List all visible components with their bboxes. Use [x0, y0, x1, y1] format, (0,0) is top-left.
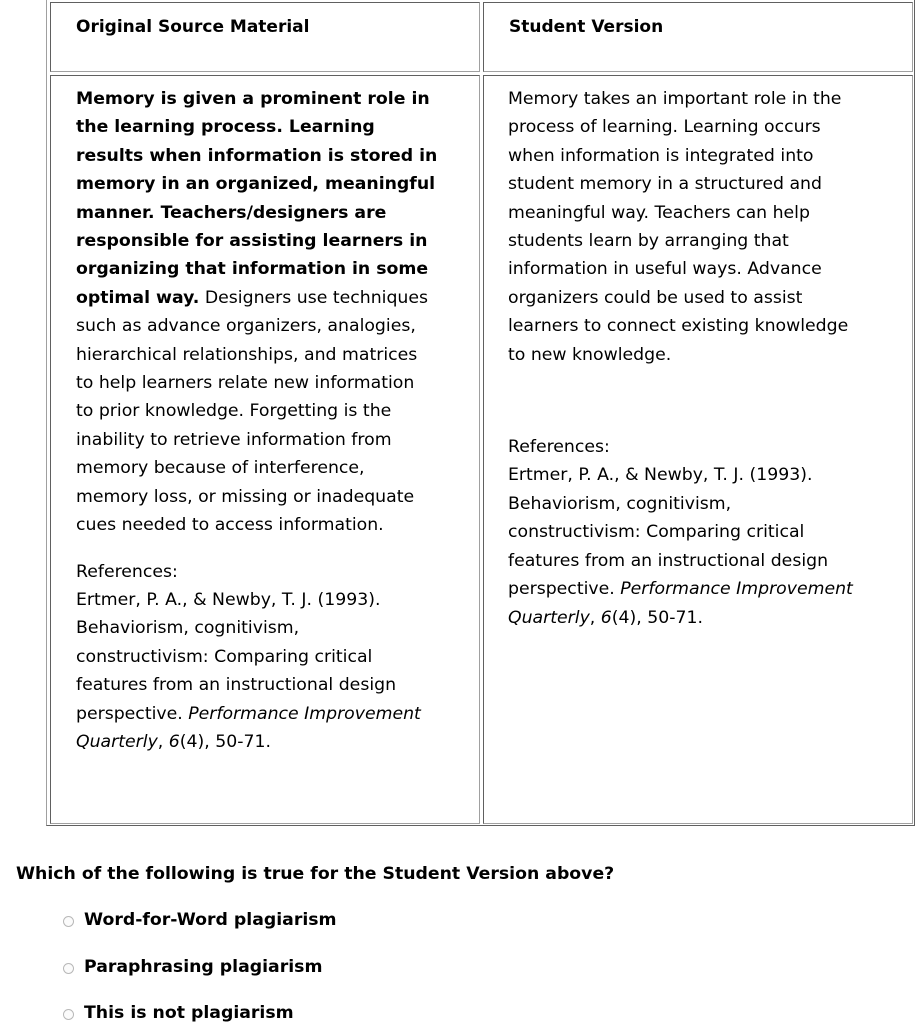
- original-source-cell: [50, 75, 480, 824]
- header-student-label: Student Version: [509, 17, 664, 37]
- original-line-2: the learning process. Learning: [76, 117, 375, 138]
- references-label: References:: [508, 437, 610, 458]
- radio-button[interactable]: [63, 916, 74, 927]
- original-line-14: memory because of interference,: [76, 458, 365, 479]
- original-line-6: responsible for assisting learners in: [76, 231, 428, 252]
- student-line-1: Memory takes an important role in the: [508, 89, 842, 109]
- original-line-13: inability to retrieve information from: [76, 429, 392, 450]
- reference-line-4: features from an instructional design: [76, 675, 397, 696]
- student-line-7: information in useful ways. Advance: [508, 259, 822, 280]
- original-line-11: to help learners relate new information: [76, 373, 415, 394]
- option-label: Paraphrasing plagiarism: [84, 957, 323, 977]
- option-label: This is not plagiarism: [84, 1003, 294, 1023]
- reference-line-1: Ertmer, P. A., & Newby, T. J. (1993).: [76, 589, 381, 610]
- reference-line-4: features from an instructional design: [508, 550, 829, 571]
- option-paraphrasing[interactable]: [63, 955, 322, 979]
- original-references: [76, 558, 466, 757]
- original-line-16: cues needed to access information.: [76, 515, 384, 536]
- original-line-15: memory loss, or missing or inadequate: [76, 486, 415, 507]
- reference-line-3: constructivism: Comparing critical: [76, 646, 373, 667]
- original-line-8: optimal way. Designers use techniques: [76, 287, 429, 308]
- header-original-label: Original Source Material: [76, 17, 310, 37]
- option-not-plagiarism[interactable]: [63, 1001, 294, 1024]
- comparison-table: [46, 0, 915, 826]
- original-line-9: such as advance organizers, analogies,: [76, 316, 416, 337]
- student-line-9: learners to connect existing knowledge: [508, 316, 849, 337]
- reference-line-6: Quarterly, 6(4), 50-71.: [508, 607, 703, 628]
- student-version-cell: [483, 75, 913, 824]
- original-line-5: manner. Teachers/designers are: [76, 202, 387, 223]
- student-line-4: student memory in a structured and: [508, 174, 822, 195]
- original-line-1: Memory is given a prominent role in: [76, 89, 430, 109]
- original-line-3: results when information is stored in: [76, 145, 438, 166]
- references-label: References:: [76, 561, 178, 582]
- student-line-5: meaningful way. Teachers can help: [508, 202, 810, 223]
- reference-line-2: Behaviorism, cognitivism,: [76, 618, 300, 639]
- header-cell-student: [483, 2, 913, 72]
- original-line-12: to prior knowledge. Forgetting is the: [76, 401, 392, 422]
- reference-line-3: constructivism: Comparing critical: [508, 522, 805, 543]
- radio-button[interactable]: [63, 1009, 74, 1020]
- student-line-3: when information is integrated into: [508, 145, 814, 166]
- option-label: Word-for-Word plagiarism: [84, 910, 337, 930]
- reference-line-2: Behaviorism, cognitivism,: [508, 493, 732, 514]
- reference-line-1: Ertmer, P. A., & Newby, T. J. (1993).: [508, 465, 813, 486]
- original-source-text: [76, 85, 466, 756]
- reference-line-6: Quarterly, 6(4), 50-71.: [76, 731, 271, 752]
- student-line-8: organizers could be used to assist: [508, 287, 803, 308]
- option-word-for-word[interactable]: [63, 908, 337, 932]
- original-line-10: hierarchical relationships, and matrices: [76, 344, 418, 365]
- student-line-10: to new knowledge.: [508, 344, 672, 365]
- original-line-4: memory in an organized, meaningful: [76, 174, 436, 195]
- reference-line-5: perspective. Performance Improvement: [76, 703, 421, 724]
- radio-button[interactable]: [63, 963, 74, 974]
- student-line-6: students learn by arranging that: [508, 231, 789, 252]
- student-version-text: [508, 85, 903, 632]
- student-line-2: process of learning. Learning occurs: [508, 117, 821, 138]
- reference-line-5: perspective. Performance Improvement: [508, 579, 853, 600]
- student-references: [508, 433, 903, 632]
- question-text: Which of the following is true for the Student Version above?: [16, 864, 615, 884]
- original-line-7: organizing that information in some: [76, 259, 429, 280]
- header-cell-original: [50, 2, 480, 72]
